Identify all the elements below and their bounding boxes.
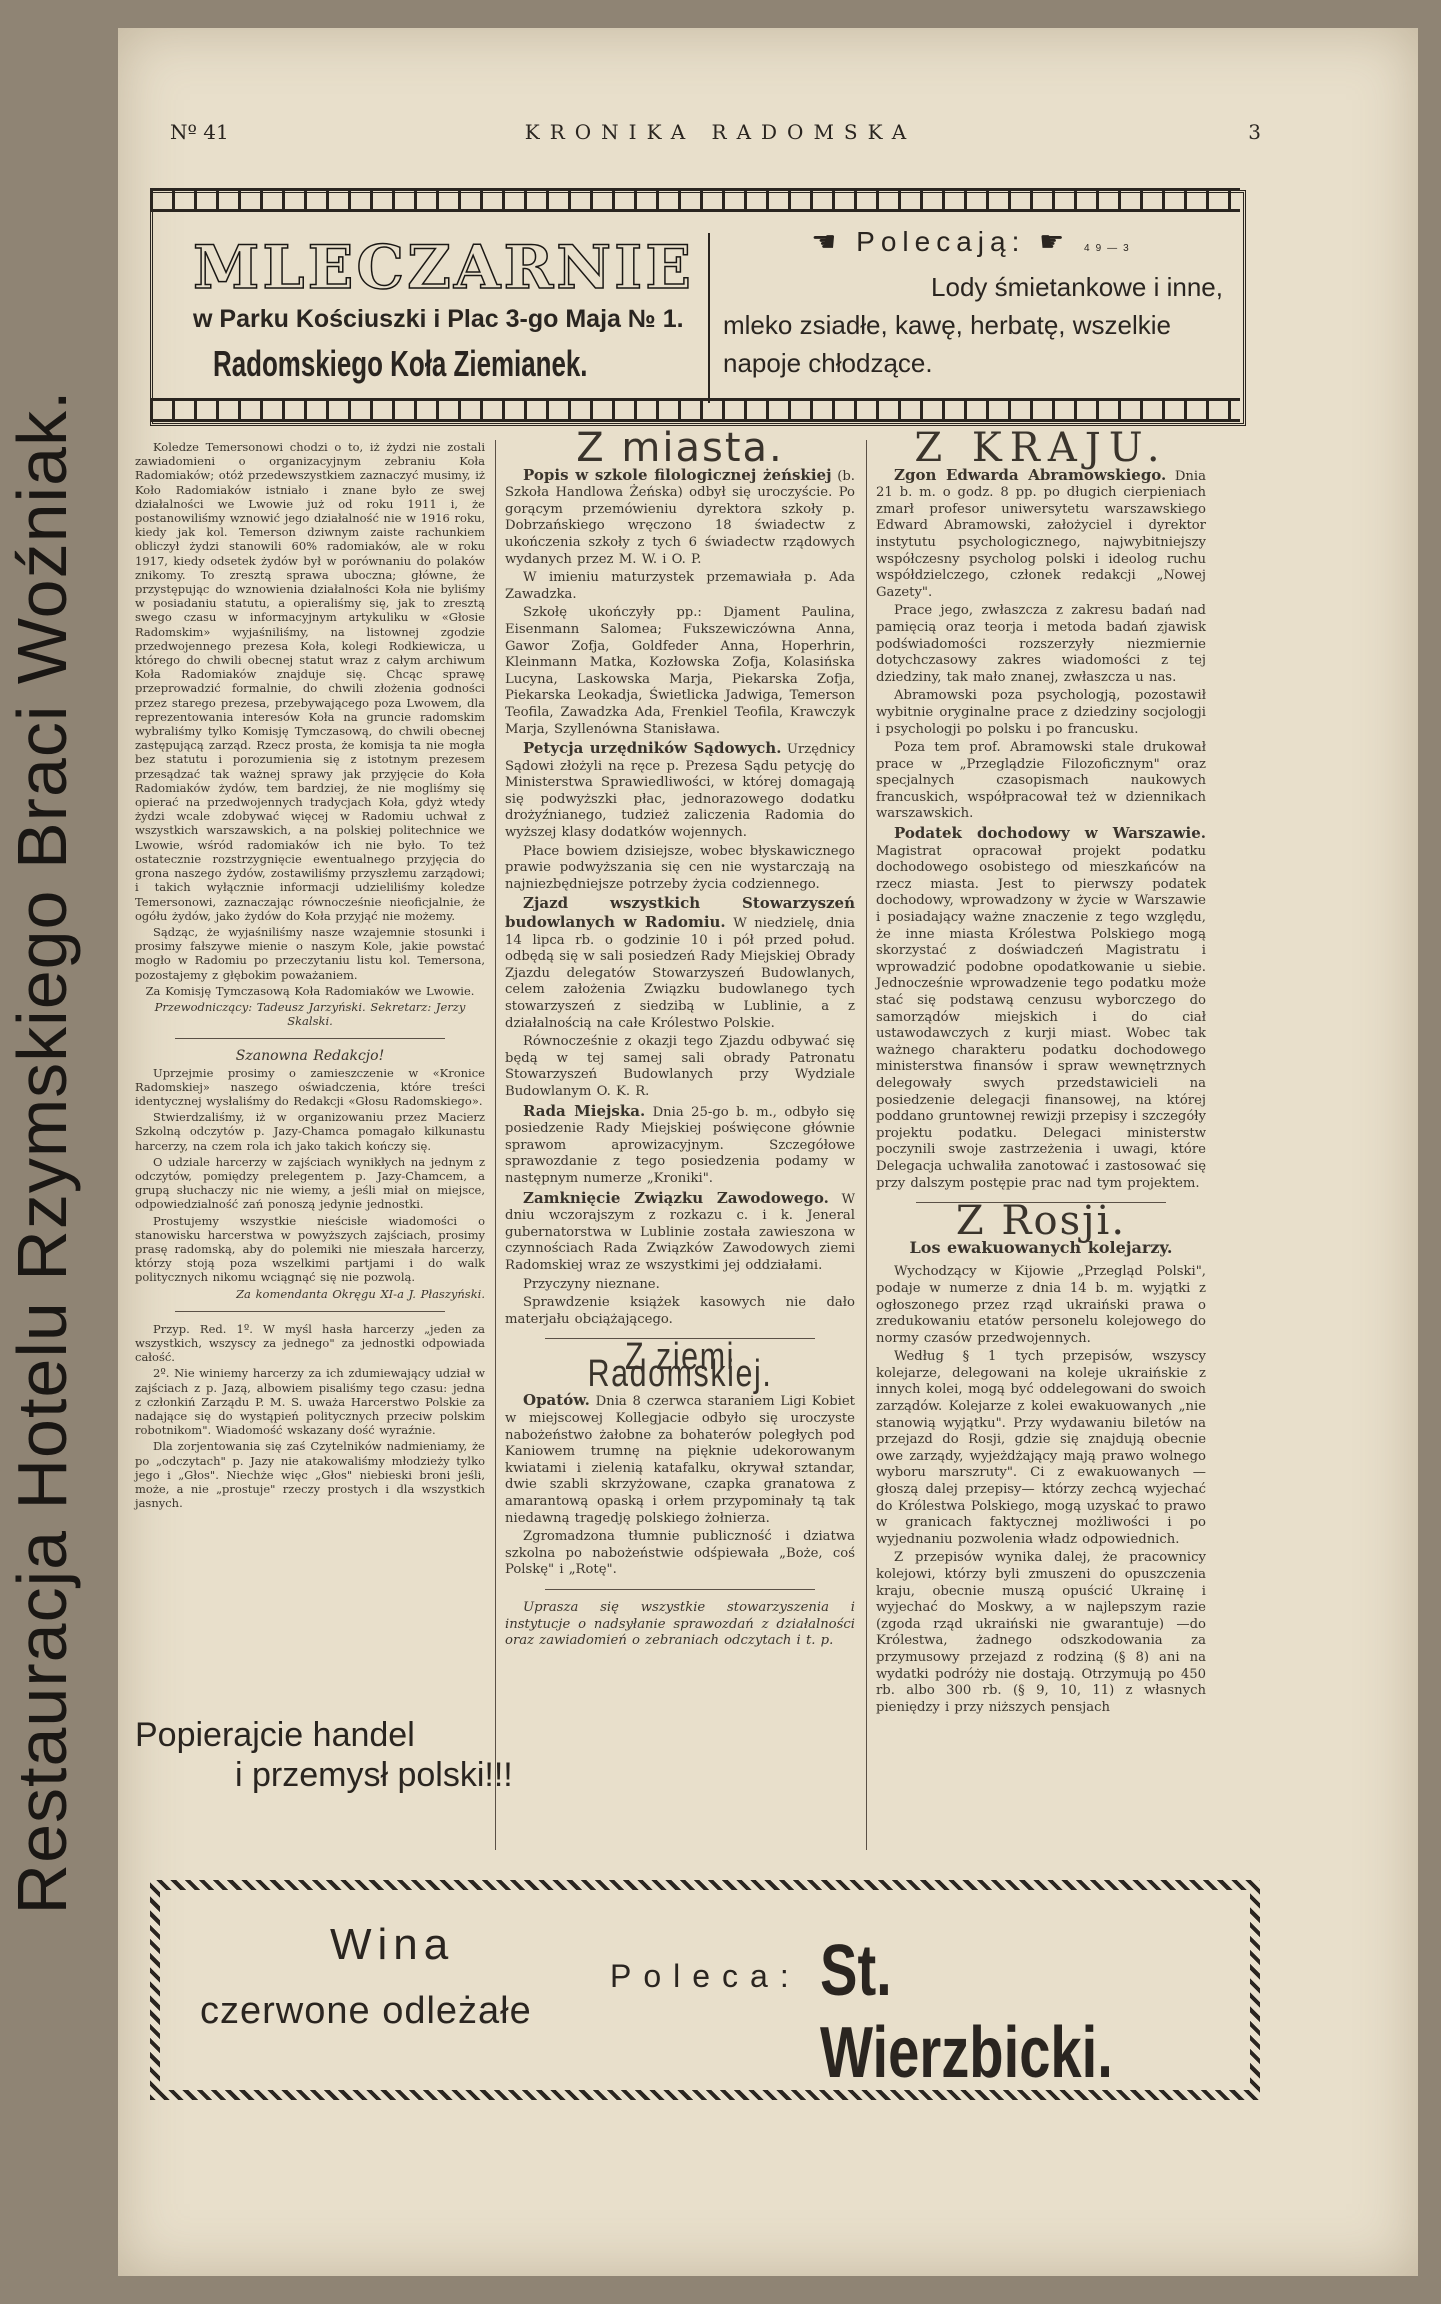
- divider: [175, 1038, 445, 1039]
- paragraph: Wychodzący w Kijowie „Przegląd Polski", podaje w numerze z dnia 14 b. m. wyjątki z ogłoszonego przez rząd ukraiński prawa o zredukowaniu etatów personelu kolejowego do normy czasów przedwojennych.: [876, 1264, 1206, 1346]
- ad-recommend: ☚ Polecają: ☛ 49—3: [811, 226, 1135, 257]
- paragraph: Według § 1 tych przepisów, wszyscy kolejarze, delegowani na koleje ukraińskie z innych kolei, mogą być oddelegowani do swoich zarządów. Kolejarze z kolei ewakuowanych „nie stanowią wyjątku". Przy wydawaniu biletów na przejazd do Rosji, gdzie się znajdują obecnie owe zarządy, wyjeżdżający mają prawo wolnego wyboru marszruty". Ci z ewakuowanych —głoszą dalej przepisy— którzy zechcą wyjechać do Królestwa Polskiego, mogą uzyskać to prawo w granicach faktycznej możliwości i po wyjednaniu pozwolenia władz odpowiednich.: [876, 1349, 1206, 1547]
- signature: Za Komisję Tymczasową Koła Radomiaków we Lwowie.: [145, 983, 475, 998]
- paragraph: 2º. Nie winiemy harcerzy za ich zdumiewający udział w zajściach z p. Jazą, albowiem pisaliśmy tego czasu: jedna z członkiń Zarządu P. M. S. uważa Harcerstwo Polskie za nadające się do wystąpień politycznych przeciw polskim robotnikom". Wiadomość wskazany dość wyraźnie.: [135, 1366, 485, 1438]
- paragraph: Koledze Temersonowi chodzi o to, iż żydzi nie zostali zawiadomieni o organizacyjnym zebraniu Koła Radomiaków; otóż przedewszystkiem zaznaczyć musimy, iż Koło Radomiaków istniało i znane było ze swej działalności we Lwowie już od roku 1911 i, że postanowiliśmy wznowić jego działalność nie w 1916 roku, kiedy jak kol. Temerson dziwnym zaiste rachunkiem obliczył żydzi stanowili 60% radomiaków, ale w roku 1917, kiedy odsetek żydów był w porównaniu do polaków znikomy. To zresztą sprawa uboczna; główne, że przystępując do wznowienia działalności Koła nie byliśmy w posiadaniu statutu, a opieraliśmy się, jak to zresztą swego czasu w informacyjnym artykuliku w «Głosie Radomskim» wyjaśniliśmy, na listownej zgodzie przedwojennego prezesa Koła, kolegi Rodkiewicza, u którego do chwili obecnej statut wraz z całym archiwum Koła Radomiaków znajduje się. Chcąc sprawę przeprowadzić formalnie, do chwili złożenia godności przez starego prezesa, przebywającego poza Lwowem, dla reprezentowania interesów Koła na gruncie radomskim wybraliśmy tylko Komisję Tymczasową, do chwili obecnej zastępującą zarząd. Rzecz prosta, że komisja ta nie mogła bez statutu i porozumienia się z istotnym prezesem przesądzać tak ważnej sprawy jak przyjęcie do Koła Radomiaków żydów, tem bardziej, że nie mogliśmy się opierać na przedwojennych tradycjach Koła, gdyż wtedy żydzi wcale zdobywać więcej w Radomiu uchwał z wszystkich warszawskich, a na polskiej politechnice we Lwowie, wśród radomiaków ich nie było. To też ostatecznie rozstrzygnięcie ewentualnego przyjęcia do grona naszego żydów, zostawiliśmy przyszłemu zarządowi; i takich wyłącznie informacji udzieliliśmy koledze Temersonowi, zaznaczając równocześnie nieoficjalnie, że ogółu żydów, jako żydów do Koła przyjąć nie możemy.: [135, 440, 485, 923]
- paragraph: Abramowski poza psychologją, pozostawił wybitnie oryginalne prace z dziedziny socjologji i psychologji po polsku i po francusku.: [876, 688, 1206, 737]
- article-title: Popis w szkole filologicznej żeńskiej: [523, 465, 832, 484]
- margin-advertisement: [0, 0, 92, 2304]
- column-3: [876, 425, 1206, 1718]
- paragraph: Podatek dochodowy w Warszawie. Magistrat opracował projekt podatku dochodowego osobistego od mieszkańców na rzecz miasta. Jest to pierwszy podatek dochodowy, wprowadzony w życie w Warszawie i posiadający ważne znaczenie z tego względu, że inne miasta Królestwa Polskiego mogą skorzystać z doświadczeń Magistratu i wprowadzić podobne opodatkowanie u siebie. Jednocześnie wprowadzenie tego podatku może stać się podstawą cenzusu wyborczego do samorządów miejskich i do ciał ustawodawczych z kurji miast. Wobec tak ważnego charakteru podatku dochodowego ministerstwa finansów i spraw wewnętrznych delegowały swych przedstawicieli na posiedzenie delegacji finansowej, na której poddano gruntownej rewizji przepisy i szczegóły projektu podatku. Delegaci ministerstw poczynili swoje zastrzeżenia i uwagi, które Delegacja uchwaliła zanotować i zastosować się przy dalszym postępie prac nad tym projektem.: [876, 824, 1206, 1191]
- paragraph: Petycja urzędników Sądowych. Urzędnicy Sądowi złożyli na ręce p. Prezesa Sądu petycję do Ministerstwa Sprawiedliwości, w której domagają się podwyższki płac, jednorazowego dodatku drożyźnianego, tudzież zaliczenia Radomia do wyższej klasy dodatków wojennych.: [505, 739, 855, 841]
- ad-line: napoje chłodzące.: [723, 348, 933, 378]
- section-title: Z miasta.: [576, 425, 784, 471]
- ad-offer: [723, 223, 1223, 382]
- page-header: [170, 120, 1271, 160]
- divider: [545, 1589, 815, 1590]
- ad-line: Lody śmietankowe i inne,: [931, 272, 1223, 302]
- section-title: Z ziemi Radomskiej.: [587, 1336, 773, 1395]
- signature: Za komendanta Okręgu XI-a J. Płaszyński.: [236, 1286, 485, 1301]
- ad-recommends: Poleca:: [610, 1958, 801, 1994]
- paragraph: Zgromadzona tłumnie publiczność i dziatwa szkolna po nabożeństwie odśpiewała „Boże, coś Polskę" i „Rotę".: [505, 1529, 855, 1578]
- paragraph: Zgon Edwarda Abramowskiego. Dnia 21 b. m. o godz. 8 pp. po długich cierpieniach zmarł profesor uniwersytetu warszawskiego Edward Abramowski, założyciel i dyrektor instytutu psychologicznego, najwybitniejszy współczesny psycholog polski i ideolog ruchu współdzielczego, członek redakcji „Nowej Gazety".: [876, 465, 1206, 600]
- slogan-line: i przemysł polski!!!: [235, 1756, 513, 1794]
- paragraph: Poza tem prof. Abramowski stale drukował prace w „Przeglądzie Filozoficznym" oraz specjalnych czasopismach naukowych francuskich, współpracował też w dziennikach warszawskich.: [876, 740, 1206, 822]
- paragraph: O udziale harcerzy w zajściach wynikłych na jednym z odczytów, pomiędzy prelegentem p. Jazy-Chamcem, a grupą słuchaczy nic nie wiemy, a jeśli miał on miejsce, odpowiedzialność zań ponoszą jedynie jednostki.: [135, 1154, 485, 1212]
- column-1: [135, 440, 485, 1512]
- paragraph: Z przepisów wynika dalej, że pracownicy kolejowi, którzy byli zmuszeni do opuszczenia kraju, obecnie muszą opuścić Ukrainę i wyjechać do Moskwy, a w najlepszym razie (zgoda rząd ukraiński nie gwarantuje) —do Królestwa, żadnego odszkodowania za przymusowy przejazd z rodziną (§ 8) ani na wydatki podróży nie dostają. Otrzymują po 450 rb. albo 300 rb. (§ 9, 10, 11) z własnych pieniędzy i przy niższych pensjach: [876, 1550, 1206, 1715]
- section-title: Z KRAJU.: [914, 425, 1168, 471]
- dairy-advertisement: [150, 190, 1246, 426]
- signature: Przewodniczący: Tadeusz Jarzyński. Sekretarz: Jerzy Skalski.: [154, 999, 466, 1029]
- paragraph: Zamknięcie Związku Zawodowego. W dniu wczorajszym z rozkazu c. i k. Jeneral gubernatorstwa w Lublinie została zawieszona w czynnościach Rada Związków Zawodowych ziemi Radomskiej wraz ze wszystkimi jej oddziałami.: [505, 1188, 855, 1273]
- issue-number: Nº 41: [170, 120, 229, 144]
- margin-text: Restauracja Hotelu Rzymskiego Braci Woźniak.: [3, 389, 81, 1915]
- article-title: Rada Miejska.: [523, 1101, 646, 1120]
- divider: [175, 1311, 445, 1312]
- paragraph: Sprawdzenie książek kasowych nie dało materjału obciążającego.: [505, 1295, 855, 1327]
- article-title: Opatów.: [523, 1391, 590, 1410]
- paragraph: Prostujemy wszystkie nieścisłe wiadomości o stanowisku harcerstwa w powyższych zajściach, prosimy prasę radomską, aby do polemiki nie mieszała harcerzy, którzy stoją poza wszelkimi partjami i do walk politycznych nikomu wciągnąć się nie pozwolą.: [135, 1213, 485, 1285]
- ad-location: w Parku Kościuszki i Plac 3-go Maja № 1.: [193, 305, 684, 333]
- newspaper-title: KRONIKA RADOMSKA: [524, 120, 917, 144]
- ad-wine-type: czerwone odleżałe: [200, 1990, 532, 2032]
- section-title: Z Rosji.: [955, 1198, 1127, 1245]
- paragraph: Popis w szkole filologicznej żeńskiej (b. Szkoła Handlowa Żeńska) odbył się uroczyście. Po gorącym przemówieniu dyrektora szkoły p. Dobrzańskiego wręczono 18 świadectw z ukończenia szkoły z tych 6 świadectw rządowych wydanych przez M. W. i O. P.: [505, 465, 855, 567]
- article-title: Zjazd wszystkich Stowarzyszeń budowlanych w Radomiu.: [505, 894, 855, 932]
- letter-heading: Szanowna Redakcjo!: [235, 1048, 385, 1065]
- column-2: [505, 425, 855, 1652]
- paragraph: Prace jego, zwłaszcza z zakresu badań nad pamięcią oraz teorja i metoda badań zjawisk podświadomości rozszerzyły niezmiernie dotychczasowy zakres wiadomości z tej dziedziny, tak mało znanej, zwłaszcza u nas.: [876, 603, 1206, 685]
- paragraph: Szkołę ukończyły pp.: Djament Paulina, Eisenmann Salomea; Fukszewiczówna Anna, Gawor Zofja, Goldfeder Anna, Hoperhrin, Kleinmann Matka, Kozłowska Zofja, Kolasińska Lucyna, Laskowska Marja, Piekarska Zofja, Piekarska Leokadja, Świetlicka Jadwiga, Temerson Teofila, Zawadzka Ada, Frenkiel Teofila, Krawczyk Marja, Szyllenówna Stanisława.: [505, 605, 855, 737]
- slogan-line: Popierajcie handel: [135, 1716, 415, 1754]
- wine-advertisement: [150, 1880, 1260, 2100]
- ad-owner: Radomskiego Koła Ziemianek.: [213, 343, 588, 384]
- column-rule: [866, 440, 867, 1850]
- buy-polish-slogan: [135, 1715, 513, 1795]
- paragraph: Przyczyny nieznane.: [523, 1276, 660, 1292]
- ad-divider: [708, 233, 710, 403]
- paragraph: Rada Miejska. Dnia 25-go b. m., odbyło się posiedzenie Rady Miejskiej poświęcone głównie sprawom aprowizacyjnym. Szczegółowe sprawozdanie z tego posiedzenia podamy w następnym numerze „Kroniki".: [505, 1101, 855, 1186]
- paragraph: Zjazd wszystkich Stowarzyszeń budowlanych w Radomiu. W niedzielę, dnia 14 lipca rb. o godzinie 10 i pół przed połud. odbędą się w sali posiedzeń Rady Miejskiej Obrady Zjazdu delegatów Stowarzyszeń Budowlanych, celem założenia Związku budowlanego tych stowarzyszeń z siedzibą w Lublinie, a z działalnością na całe Królestwo Polskie.: [505, 894, 855, 1031]
- notice: Uprasza się wszystkie stowarzyszenia i instytucje o nadsyłanie sprawozdań z działalności oraz zawiadomień o zebraniach odczytach i t. p.: [505, 1600, 855, 1649]
- article-title: Zgon Edwarda Abramowskiego.: [894, 465, 1167, 484]
- paragraph: W imieniu maturzystek przemawiała p. Ada Zawadzka.: [505, 570, 855, 602]
- column-rule: [495, 440, 496, 1850]
- paragraph: Opatów. Dnia 8 czerwca staraniem Ligi Kobiet w miejscowej Kollegjacie odbyło się uroczyste nabożeństwo żałobne za bohaterów poległych pod Kaniowem trumnę na pięknie udekorowanym kwiatami i zielenią katafalku, okrywał sztandar, dwie szabli skrzyżowane, czapka granatowa z amarantową opaską i orłem przypominały tą tak niedawną tragedję polskiego żołnierza.: [505, 1391, 855, 1526]
- paragraph: Dla zorjentowania się zaś Czytelników nadmieniamy, że po „odczytach" p. Jazy nie atakowaliśmy młodzieży tylko jego i „Głos". Niechże więc „Głos" niebieski broni jeśli, może, a nie „prostuje" rzeczy prostych i dla wszystkich jasnych.: [135, 1439, 485, 1511]
- ad-wine: Wina: [330, 1920, 455, 1969]
- article-title: Petycja urzędników Sądowych.: [523, 739, 782, 758]
- article-title: Podatek dochodowy w Warszawie.: [894, 824, 1206, 843]
- ornament-border-bottom: [150, 398, 1240, 422]
- page-number: 3: [1248, 120, 1271, 144]
- paragraph: Przyp. Red. 1º. W myśl hasła harcerzy „jeden za wszystkich, wszyscy za jednego" za jednostki odpowiada całość.: [135, 1321, 485, 1365]
- paragraph: Uprzejmie prosimy o zamieszczenie w «Kronice Radomskiej» naszego oświadczenia, które treści identycznej wysłaliśmy do Redakcji «Głosu Radomskiego».: [135, 1065, 485, 1108]
- ad-merchant-name: St. Wierzbicki.: [820, 1931, 1113, 2093]
- article-title: Los ewakuowanych kolejarzy.: [909, 1237, 1173, 1257]
- paragraph: Równocześnie z okazji tego Zjazdu odbywać się będą w tej samej sali obrady Patronatu Stowarzyszeń Budowlanych przy Wydziale Budowlanym O. K. R.: [505, 1034, 855, 1099]
- ad-title: MLECZARNIE: [193, 233, 694, 303]
- paragraph: Stwierdzaliśmy, iż w organizowaniu przez Macierz Szkolną odczytów p. Jazy-Chamca pomagało kilkunastu harcerzy, na czem rola ich jako takich kończy się.: [135, 1110, 485, 1153]
- ad-line: mleko zsiadłe, kawę, herbatę, wszelkie: [723, 310, 1171, 340]
- article-title: Zamknięcie Związku Zawodowego.: [523, 1188, 829, 1207]
- paragraph: Płace bowiem dzisiejsze, wobec błyskawicznego prawie podwyższania się cen nie wystarczają na najniezbędniejsze potrzeby życia codziennego.: [505, 843, 855, 892]
- paragraph: Sądząc, że wyjaśniliśmy nasze wzajemnie stosunki i prosimy fałszywe mienie o naszym Kole, jakie powstać mogło w Radomiu po przeczytaniu listu kol. Temersona, pozostajemy z głębokim poważaniem.: [135, 924, 485, 982]
